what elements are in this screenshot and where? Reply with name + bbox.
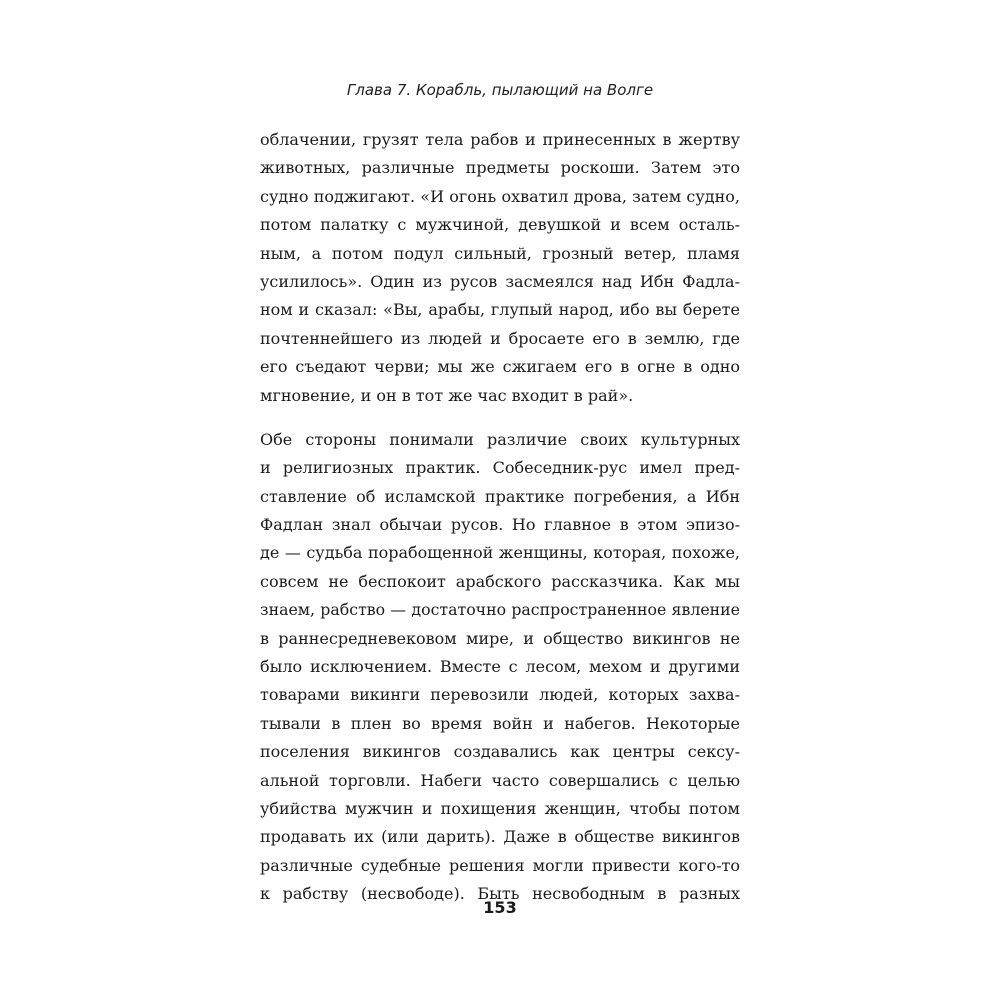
text-line: альной торговли. Набеги часто совершались с целью <box>260 770 740 790</box>
text-line: мгновение, и он в тот же час входит в рай». <box>260 385 634 405</box>
text-line: потом палатку с мужчиной, девушкой и всем осталь- <box>260 215 740 235</box>
text-line: ном и сказал: «Вы, арабы, глупый народ, ибо вы берете <box>260 300 740 320</box>
text-line: к рабству (несвободе). Быть несвободным в разных <box>260 884 740 904</box>
text-line: усилилось». Один из русов засмеялся над Ибн Фадла- <box>260 271 740 291</box>
page-number: 153 <box>483 898 517 917</box>
text-line: и религиозных практик. Собеседник-рус имел пред- <box>260 458 740 478</box>
paragraph-1 <box>260 126 740 410</box>
text-line: Фадлан знал обычаи русов. Но главное в этом эпизо- <box>260 515 740 535</box>
text-line: убийства мужчин и похищения женщин, чтобы потом <box>260 798 740 818</box>
text-line: поселения викингов создавались как центры сексу- <box>260 742 740 762</box>
running-header: Глава 7. Корабль, пылающий на Волге <box>346 81 654 99</box>
text-line: было исключением. Вместе с лесом, мехом и другими <box>260 657 740 677</box>
text-line: животных, различные предметы роскоши. Затем это <box>260 158 740 178</box>
text-line: судно поджигают. «И огонь охватил дрова, затем судно, <box>260 186 740 206</box>
text-line: в раннесредневековом мире, и общество викингов не <box>260 628 740 648</box>
text-line: знаем, рабство — достаточно распространенное явление <box>260 600 740 620</box>
text-line: тывали в плен во время войн и набегов. Некоторые <box>260 713 740 733</box>
text-line: де — судьба порабощенной женщины, которая, похоже, <box>260 543 740 563</box>
text-line: товарами викинги перевозили людей, которых захва- <box>260 685 740 705</box>
text-line: совсем не беспокоит арабского рассказчика. Как мы <box>260 571 740 591</box>
text-line: облачении, грузят тела рабов и принесенных в жертву <box>260 130 740 149</box>
text-line: ным, а потом подул сильный, грозный ветер, пламя <box>260 243 740 263</box>
text-line: Обе стороны понимали различие своих культурных <box>260 429 740 449</box>
paragraph-2 <box>260 426 740 909</box>
text-line: продавать их (или дарить). Даже в обществе викингов <box>260 827 740 847</box>
text-line: его съедают черви; мы же сжигаем его в огне в одно <box>260 357 740 377</box>
text-line: ставление об исламской практике погребения, а Ибн <box>260 486 740 506</box>
paragraph-gap <box>260 410 740 426</box>
text-line: различные судебные решения могли привести кого-то <box>260 855 740 875</box>
text-line: почтеннейшего из людей и бросаете его в землю, где <box>260 328 740 348</box>
body-text <box>260 126 740 909</box>
